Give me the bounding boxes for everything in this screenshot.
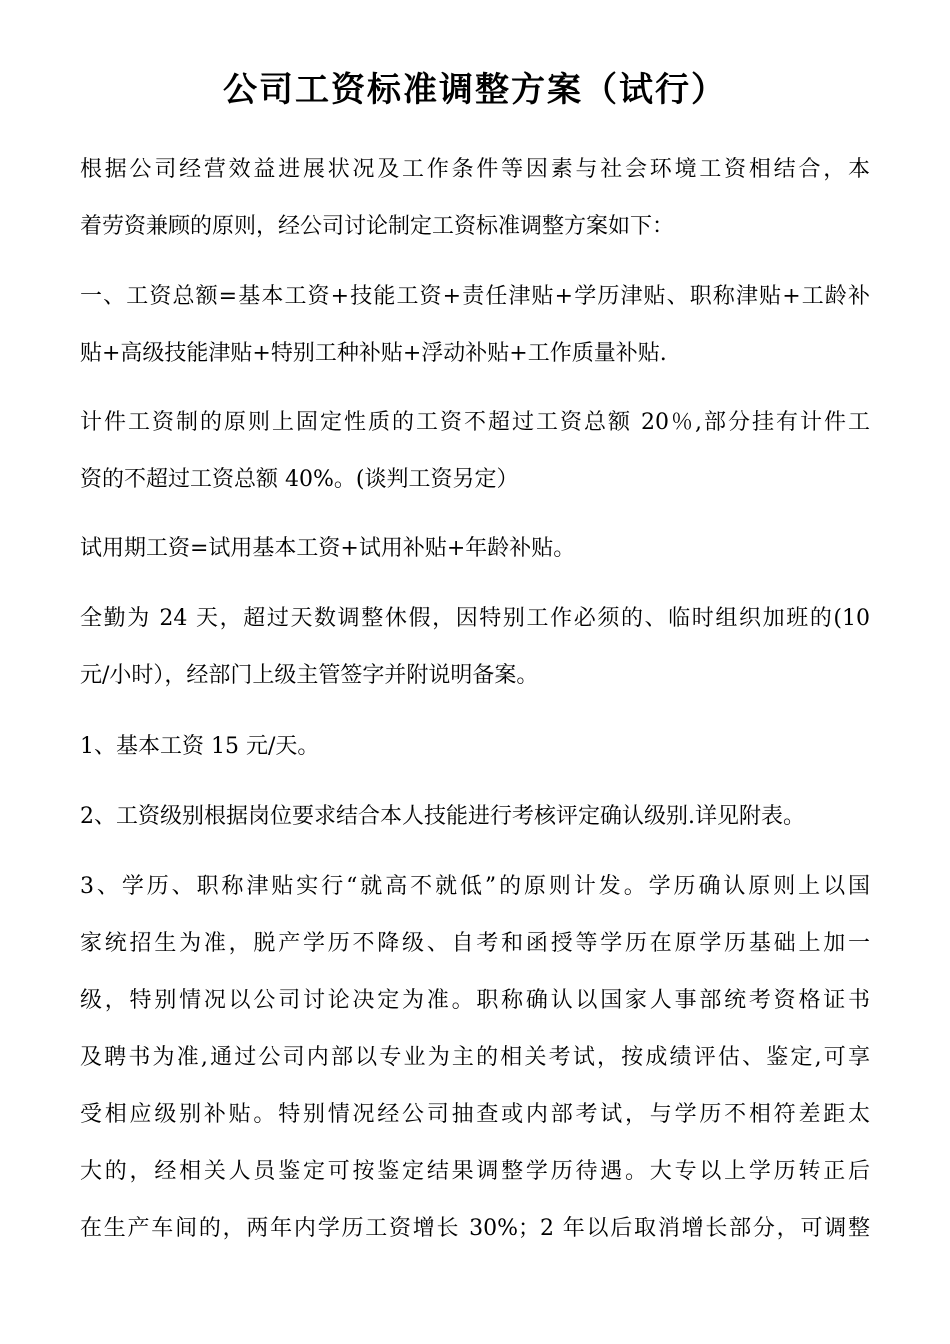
text-line: 大的，经相关人员鉴定可按鉴定结果调整学历待遇。大专以上学历转正后 xyxy=(80,1159,870,1184)
text-line: 3、学历、职称津贴实行“就高不就低”的原则计发。学历确认原则上以国 xyxy=(80,874,870,899)
text-line: 资的不超过工资总额 40%。(谈判工资另定） xyxy=(80,467,519,492)
document-title: 公司工资标准调整方案（试行） xyxy=(223,70,727,110)
paragraph-probation xyxy=(80,520,870,577)
text-line: 贴+高级技能津贴+特别工种补贴+浮动补贴+工作质量补贴. xyxy=(80,341,667,366)
text-line: 2、工资级别根据岗位要求结合本人技能进行考核评定确认级别.详见附表。 xyxy=(80,804,805,829)
paragraph-item-1 xyxy=(80,718,870,775)
text-line: 一、工资总额=基本工资+技能工资+责任津贴+学历津贴、职称津贴+工龄补 xyxy=(80,284,870,309)
paragraph-item-3 xyxy=(80,858,870,1257)
text-line: 级，特别情况以公司讨论决定为准。职称确认以国家人事部统考资格证书 xyxy=(80,988,870,1013)
text-line: 1、基本工资 15 元/天。 xyxy=(80,734,320,759)
paragraph-attendance xyxy=(80,590,870,704)
text-line: 计件工资制的原则上固定性质的工资不超过工资总额 20％,部分挂有计件工 xyxy=(80,410,870,435)
text-line: 家统招生为准，脱产学历不降级、自考和函授等学历在原学历基础上加一 xyxy=(80,931,870,956)
text-line: 试用期工资=试用基本工资+试用补贴+年龄补贴。 xyxy=(80,536,576,561)
text-line: 着劳资兼顾的原则，经公司讨论制定工资标准调整方案如下： xyxy=(80,214,675,239)
text-line: 及聘书为准,通过公司内部以专业为主的相关考试，按成绩评估、鉴定,可享 xyxy=(80,1045,870,1070)
text-line: 全勤为 24 天，超过天数调整休假，因特别工作必须的、临时组织加班的(10 xyxy=(80,606,870,631)
text-line: 元/小时），经部门上级主管签字并附说明备案。 xyxy=(80,663,539,688)
paragraph-item-2 xyxy=(80,788,870,845)
paragraph-piece-rate xyxy=(80,394,870,508)
text-line: 受相应级别补贴。特别情况经公司抽查或内部考试，与学历不相符差距太 xyxy=(80,1102,870,1127)
text-line: 根据公司经营效益进展状况及工作条件等因素与社会环境工资相结合，本 xyxy=(80,157,870,182)
text-line: 在生产车间的，两年内学历工资增长 30%；2 年以后取消增长部分，可调整 xyxy=(80,1216,870,1241)
paragraph-wage-total xyxy=(80,268,870,382)
paragraph-intro xyxy=(80,141,870,255)
